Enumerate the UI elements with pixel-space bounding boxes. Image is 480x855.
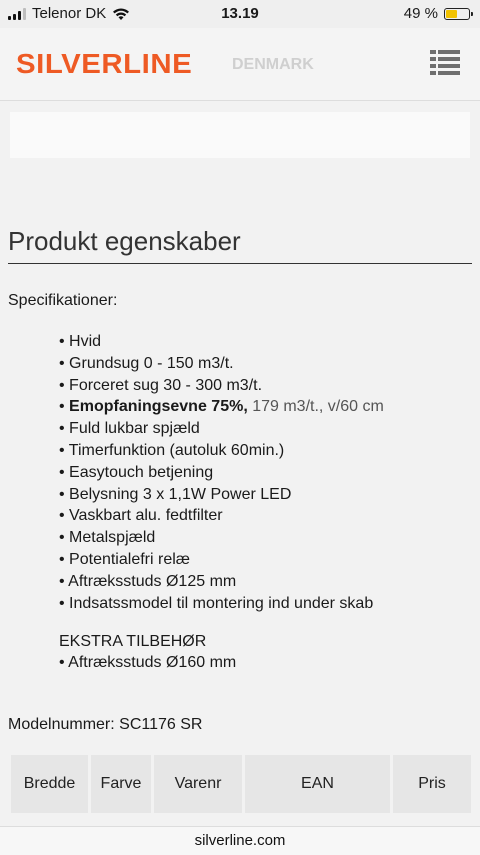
spec-list	[59, 331, 384, 614]
spec-light: 179 m3/t., v/60 cm	[247, 398, 384, 416]
list-item: • Timerfunktion (autoluk 60min.)	[59, 440, 384, 462]
status-right	[404, 5, 470, 22]
list-item: • Grundsug 0 - 150 m3/t.	[59, 353, 384, 375]
table-header-row	[11, 755, 471, 813]
column-header-farve: Farve	[91, 755, 151, 813]
menu-icon[interactable]	[430, 50, 460, 76]
status-time: 13.19	[221, 5, 259, 22]
product-table	[8, 752, 474, 816]
carrier-label: Telenor DK	[32, 5, 107, 22]
model-number: Modelnummer: SC1176 SR	[8, 716, 203, 733]
extra-list	[59, 654, 236, 672]
extra-title: EKSTRA TILBEHØR	[59, 633, 207, 650]
spec-bold: Emopfaningsevne 75%,	[69, 398, 248, 416]
list-item: • Aftræksstuds Ø125 mm	[59, 571, 384, 593]
battery-icon	[444, 8, 470, 20]
list-item: • Potentialefri relæ	[59, 549, 384, 571]
list-item: • Belysning 3 x 1,1W Power LED	[59, 484, 384, 506]
site-header	[0, 28, 480, 101]
list-item: • Indsatssmodel til montering ind under skab	[59, 593, 384, 615]
battery-percent: 49 %	[403, 5, 438, 22]
status-bar	[0, 0, 480, 28]
silverline-logo[interactable]: SILVERLINE	[16, 48, 193, 79]
column-header-ean: EAN	[245, 755, 390, 813]
column-header-varenr: Varenr	[154, 755, 242, 813]
list-item: • Vaskbart alu. fedtfilter	[59, 505, 384, 527]
url-bar[interactable]: silverline.com	[0, 826, 480, 855]
section-title: Produkt egenskaber	[8, 226, 472, 264]
spec-heading: Specifikationer:	[8, 292, 118, 309]
faded-content-band	[10, 112, 470, 158]
list-item: • Aftræksstuds Ø160 mm	[59, 654, 236, 672]
country-label: DENMARK	[232, 56, 314, 73]
list-item	[59, 396, 384, 418]
list-item: • Forceret sug 30 - 300 m3/t.	[59, 375, 384, 397]
list-item: • Easytouch betjening	[59, 462, 384, 484]
list-item: • Metalspjæld	[59, 527, 384, 549]
column-header-bredde: Bredde	[11, 755, 88, 813]
list-item: • Hvid	[59, 331, 384, 353]
list-item: • Fuld lukbar spjæld	[59, 418, 384, 440]
column-header-pris: Pris	[393, 755, 471, 813]
